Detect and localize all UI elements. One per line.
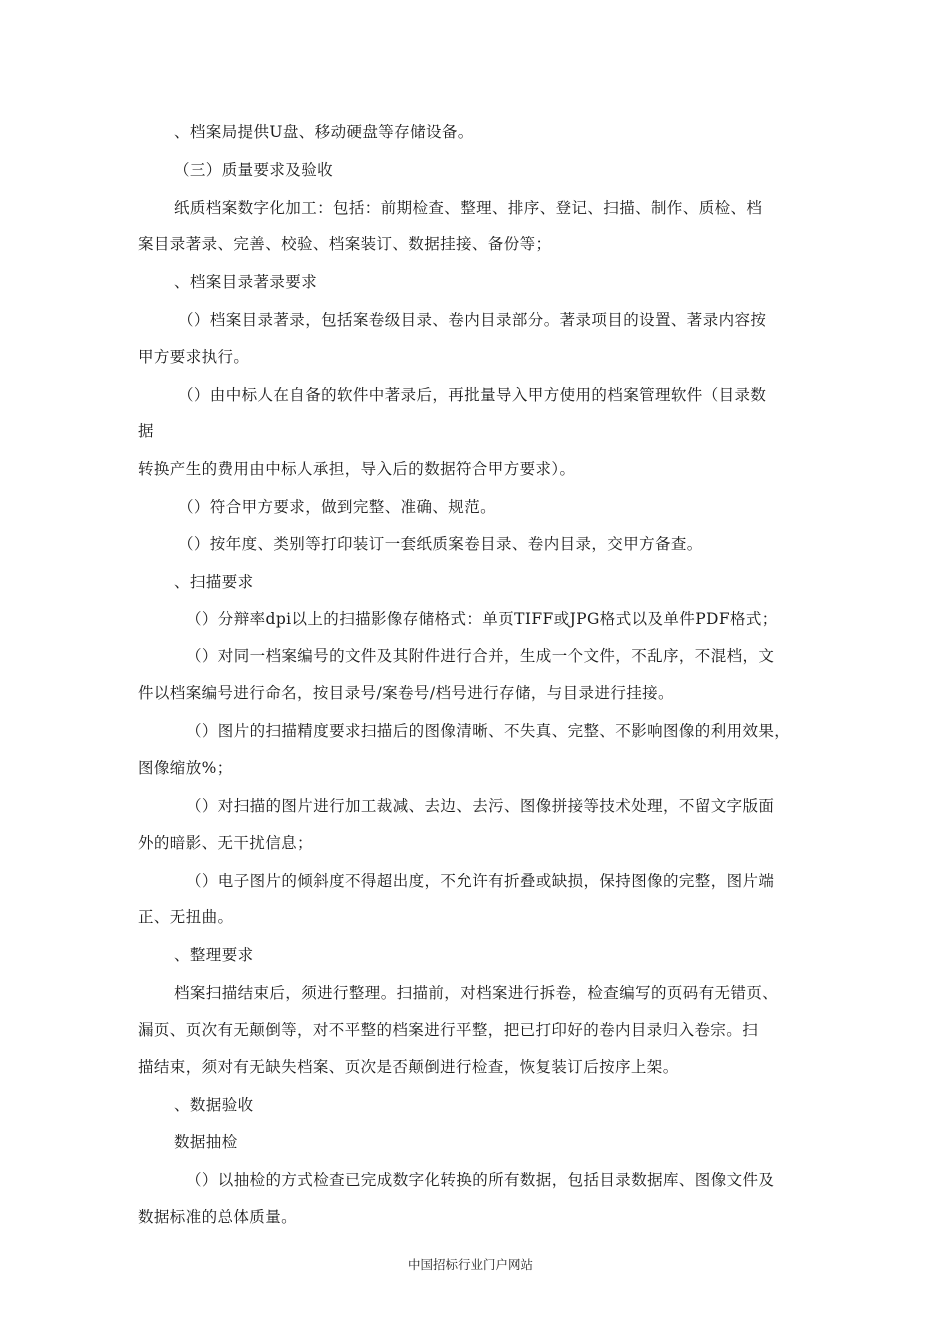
subheading-organize: 、整理要求 xyxy=(174,946,254,964)
subheading-scan: 、扫描要求 xyxy=(174,573,254,591)
subheading-sampling: 数据抽检 xyxy=(174,1133,238,1151)
text-line-12: （）按年度、类别等打印装订一套纸质案卷目录、卷内目录，交甲方备查。 xyxy=(178,535,703,553)
text-line-22: 正、无扭曲。 xyxy=(138,908,234,926)
text-line-4: 案目录著录、完善、校验、档案装订、数据挂接、备份等； xyxy=(138,235,552,253)
text-line-25: 漏页、页次有无颠倒等，对不平整的档案进行平整，把已打印好的卷内目录归入卷宗。扫 xyxy=(138,1021,759,1039)
subheading-data-acceptance: 、数据验收 xyxy=(174,1096,254,1114)
text-line-11: （）符合甲方要求，做到完整、准确、规范。 xyxy=(178,498,497,516)
text-line-10: 转换产生的费用由中标人承担，导入后的数据符合甲方要求）。 xyxy=(138,460,576,478)
text-line-3: 纸质档案数字化加工：包括：前期检查、整理、排序、登记、扫描、制作、质检、档 xyxy=(174,199,763,217)
page-footer: 中国招标行业门户网站 xyxy=(408,1257,534,1272)
text-line-7: 甲方要求执行。 xyxy=(138,348,250,366)
text-line-21: （）电子图片的倾斜度不得超出度，不允许有折叠或缺损，保持图像的完整，图片端 xyxy=(186,872,775,890)
text-line-16: 件以档案编号进行命名，按目录号/案卷号/档号进行存储，与目录进行挂接。 xyxy=(138,684,674,702)
text-line-26: 描结束，须对有无缺失档案、页次是否颠倒进行检查，恢复装订后按序上架。 xyxy=(138,1058,679,1076)
text-line-6: （）档案目录著录，包括案卷级目录、卷内目录部分。著录项目的设置、著录内容按 xyxy=(178,311,767,329)
text-line-1: 、档案局提供U盘、移动硬盘等存储设备。 xyxy=(174,123,474,141)
text-line-19: （）对扫描的图片进行加工裁减、去边、去污、图像拼接等技术处理，不留文字版面 xyxy=(186,797,775,815)
text-line-17: （）图片的扫描精度要求扫描后的图像清晰、不失真、完整、不影响图像的利用效果， xyxy=(186,722,791,740)
text-line-8: （）由中标人在自备的软件中著录后，再批量导入甲方使用的档案管理软件（目录数 xyxy=(178,386,767,404)
text-line-9: 据 xyxy=(138,422,154,440)
section-heading-quality: （三）质量要求及验收 xyxy=(174,161,334,179)
text-line-29: （）以抽检的方式检查已完成数字化转换的所有数据，包括目录数据库、图像文件及 xyxy=(186,1171,775,1189)
text-line-20: 外的暗影、无干扰信息； xyxy=(138,834,313,852)
text-line-24: 档案扫描结束后，须进行整理。扫描前，对档案进行拆卷，检查编写的页码有无错页、 xyxy=(174,984,779,1002)
text-line-15: （）对同一档案编号的文件及其附件进行合并，生成一个文件，不乱序，不混档，文 xyxy=(186,647,775,665)
text-line-18: 图像缩放%； xyxy=(138,759,233,777)
subheading-catalog: 、档案目录著录要求 xyxy=(174,273,318,291)
text-line-14: （）分辩率dpi以上的扫描影像存储格式：单页TIFF或JPG格式以及单件PDF格式； xyxy=(186,610,778,628)
text-line-30: 数据标准的总体质量。 xyxy=(138,1208,298,1226)
